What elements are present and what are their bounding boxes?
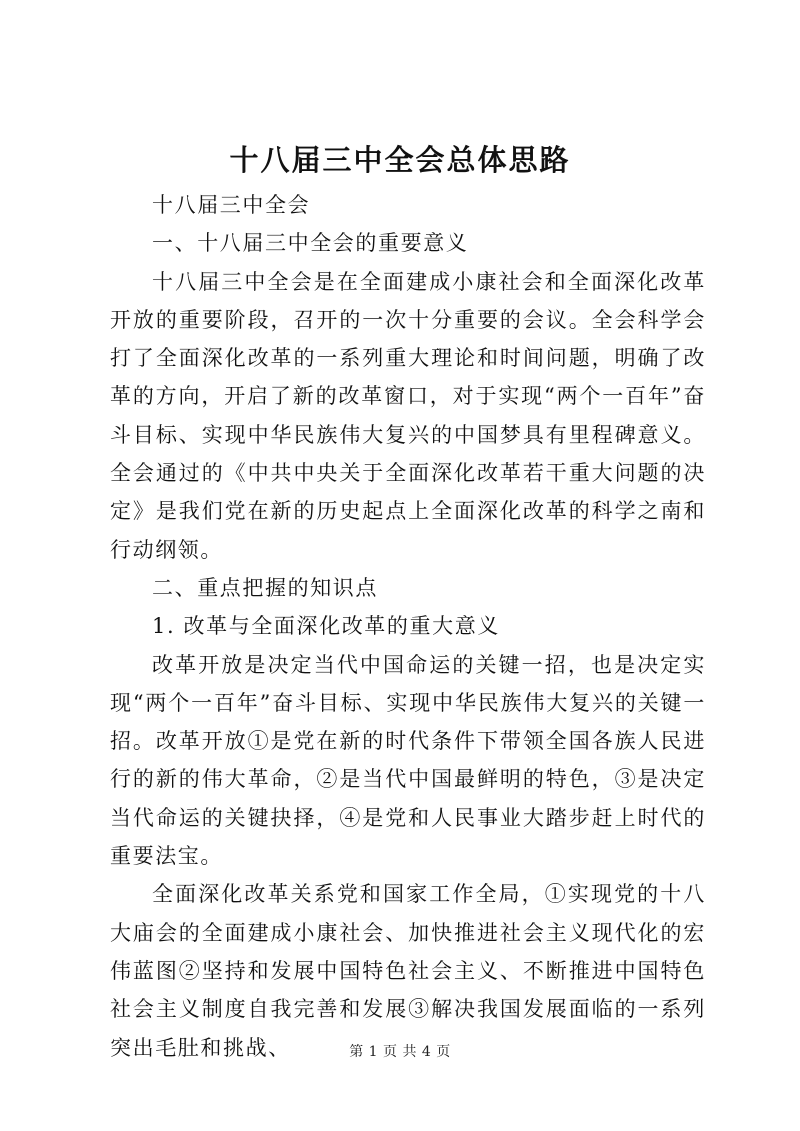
paragraph-heading-meeting: 十八届三中全会	[152, 193, 311, 217]
paragraph-deepening-reform: 全面深化改革关系党和国家工作全局，①实现党的十八大庙会的全面建成小康社会、加快推进社会主义现代化的宏伟蓝图②坚持和发展中国特色社会主义、不断推进中国特色社会主义制度自我完善和发展③解决我国发展面临的一系列突出毛肚和挑战、	[110, 882, 706, 1060]
paragraph-significance: 十八届三中全会是在全面建成小康社会和全面深化改革开放的重要阶段，召开的一次十分重要的会议。全会科学会打了全面深化改革的一系列重大理论和时间问题，明确了改革的方向，开启了新的改革窗口，对于实现“两个一百年”奋斗目标、实现中华民族伟大复兴的中国梦具有里程碑意义。全会通过的《中共中央关于全面深化改革若干重大问题的决定》是我们党在新的历史起点上全面深化改革的科学之南和行动纲领。	[110, 269, 706, 562]
subsection-heading-reform: 1. 改革与全面深化改革的重大意义	[152, 614, 500, 639]
document-body	[110, 186, 706, 1067]
section-heading-key-points: 二、重点把握的知识点	[152, 575, 378, 600]
page-footer: 第 1 页 共 4 页	[349, 1044, 451, 1060]
paragraph-reform-opening: 改革开放是决定当代中国命运的关键一招，也是决定实现“两个一百年”奋斗目标、实现中华民族伟大复兴的关键一招。改革开放①是党在新的时代条件下带领全国各族人民进行的新的伟大革命，②是当代中国最鲜明的特色，③是决定当代命运的关键抉择，④是党和人民事业大踏步赶上时代的重要法宝。	[110, 652, 706, 869]
section-heading-significance: 一、十八届三中全会的重要意义	[152, 231, 469, 256]
document-title: 十八届三中全会总体思路	[229, 143, 571, 177]
